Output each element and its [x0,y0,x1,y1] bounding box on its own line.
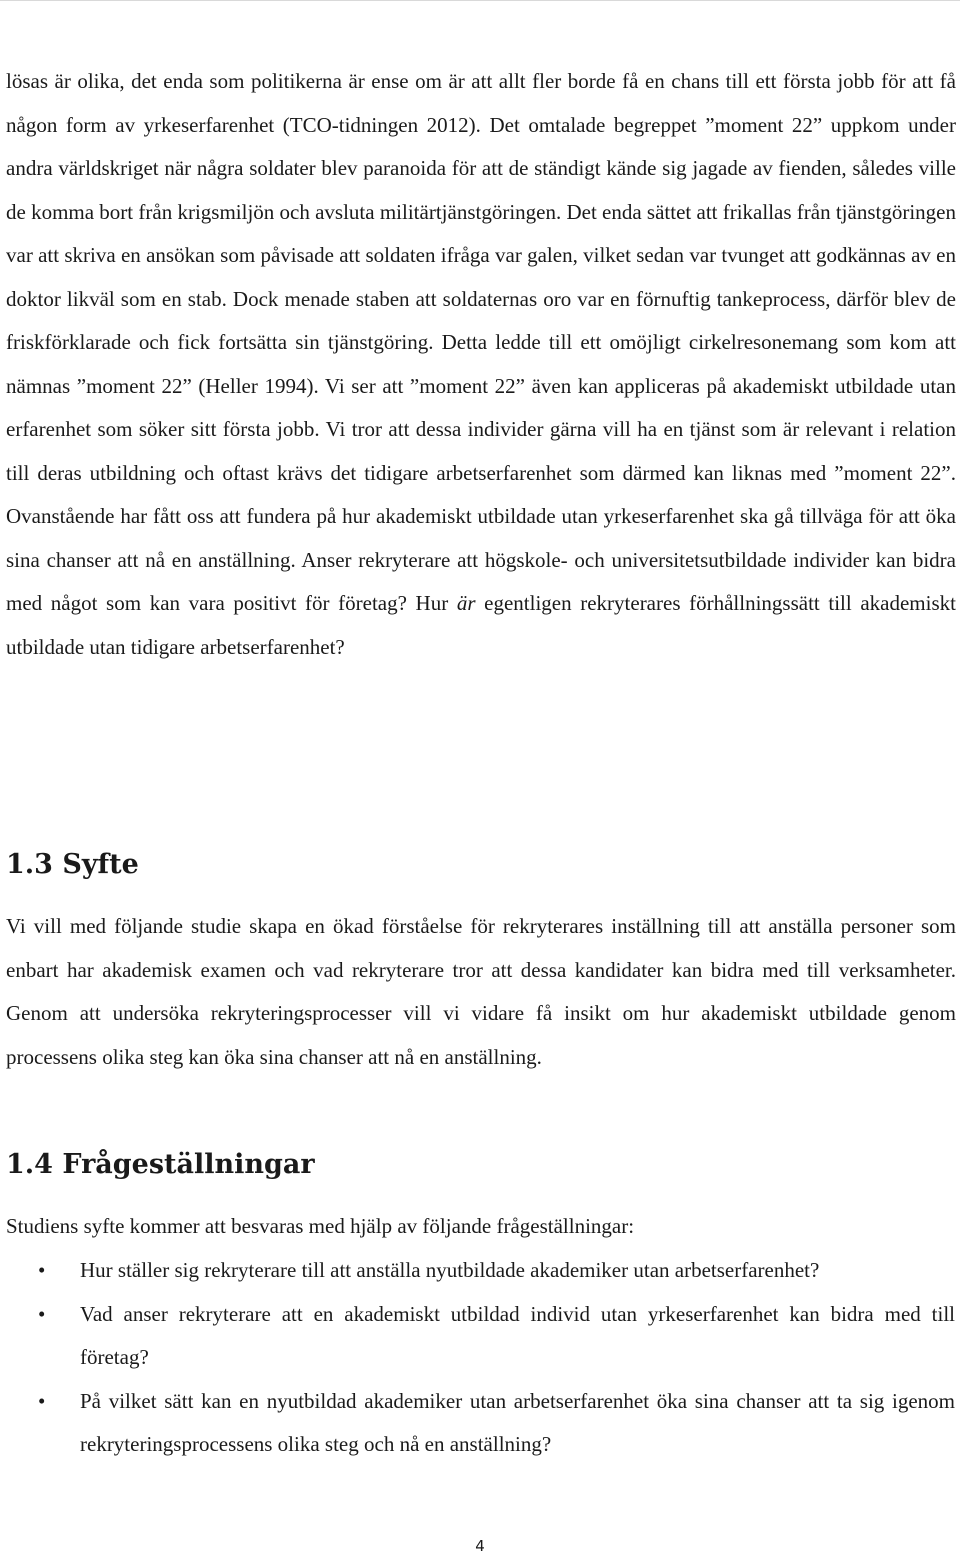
list-item [0,1293,960,1380]
bullet-icon: • [38,1388,46,1413]
syfte-paragraph: Vi vill med följande studie skapa en ökad förståelse för rekryterares inställning till att anställa personer som enbart har akademisk examen och vad rekryterare tror att dessa kandidater kan bidra med till verksamheter. Genom att undersöka rekryteringsprocesser vill vi vidare få insikt om hur akademiskt utbildade genom processens olika steg kan öka sina chanser att nå en anställning. [6,914,956,1069]
page-number: 4 [475,1537,485,1555]
heading-fragestallningar: 1.4 Frågeställningar [6,1149,315,1180]
question-text: Vad anser rekryterare att en akademiskt utbildad individ utan yrkeserfarenhet kan bidra med till företag? [80,1301,955,1369]
fragor-intro-paragraph: Studiens syfte kommer att besvaras med hjälp av följande frågeställningar: [6,1214,635,1238]
intro-emphasis: är [456,591,476,615]
intro-paragraph [6,60,956,669]
question-text: Hur ställer sig rekryterare till att anställa nyutbildade akademiker utan arbetserfarenhet? [80,1258,820,1282]
question-list [0,1249,960,1467]
question-text: På vilket sätt kan en nyutbildad akademiker utan arbetserfarenhet öka sina chanser att ta sig igenom rekryteringsprocessens olika steg och nå en anställning? [80,1388,955,1456]
page-top-divider [0,0,960,1]
bullet-icon: • [38,1258,46,1282]
intro-text-part1: lösas är olika, det enda som politikerna är ense om är att allt fler borde få en chans till ett första jobb för att få någon form av yrkeserfarenhet (TCO-tidningen 2012). Det omtalade begreppet ”moment 22” uppkom under andra världskriget när några soldater blev paranoida för att de ständigt kände sig jagade av fienden, således ville de komma bort från krigsmiljön och avsluta militärtjänstgöringen. Det enda sättet att frikallas från tjänstgöringen var att skriva en ansökan som påvisade att soldaten ifråga var galen, vilket sedan var tvunget att godkännas av en doktor likväl som en stab. Dock menade staben att soldaternas oro var en förnuftig tankeprocess, därför blev de friskförklarade och fick fortsätta sin tjänstgöring. Detta ledde till ett omöjligt cirkelresonemang som kom att nämnas ”moment 22” (Heller 1994). Vi ser att ”moment 22” även kan appliceras på akademiskt utbildade utan erfarenhet som söker sitt första jobb. Vi tror att dessa individer gärna vill ha en tjänst som är relevant i relation till deras utbildning och oftast krävs det tidigare arbetserfarenhet som därmed kan liknas med ”moment 22”. Ovanstående har fått oss att fundera på hur akademiskt utbildade utan yrkeserfarenhet ska gå tillväga för att öka sina chanser att nå en anställning. Anser rekryterare att högskole- och universitetsutbildade individer kan bidra med något som kan vara positivt för företag? Hur [6,69,956,615]
heading-syfte: 1.3 Syfte [6,849,139,880]
intro-text-part2: egentligen rekryterares förhållningssätt till akademiskt utbildade utan tidigare arbetserfarenhet? [6,591,956,659]
list-item [0,1249,960,1293]
list-item [0,1380,960,1467]
bullet-icon: • [38,1301,46,1326]
